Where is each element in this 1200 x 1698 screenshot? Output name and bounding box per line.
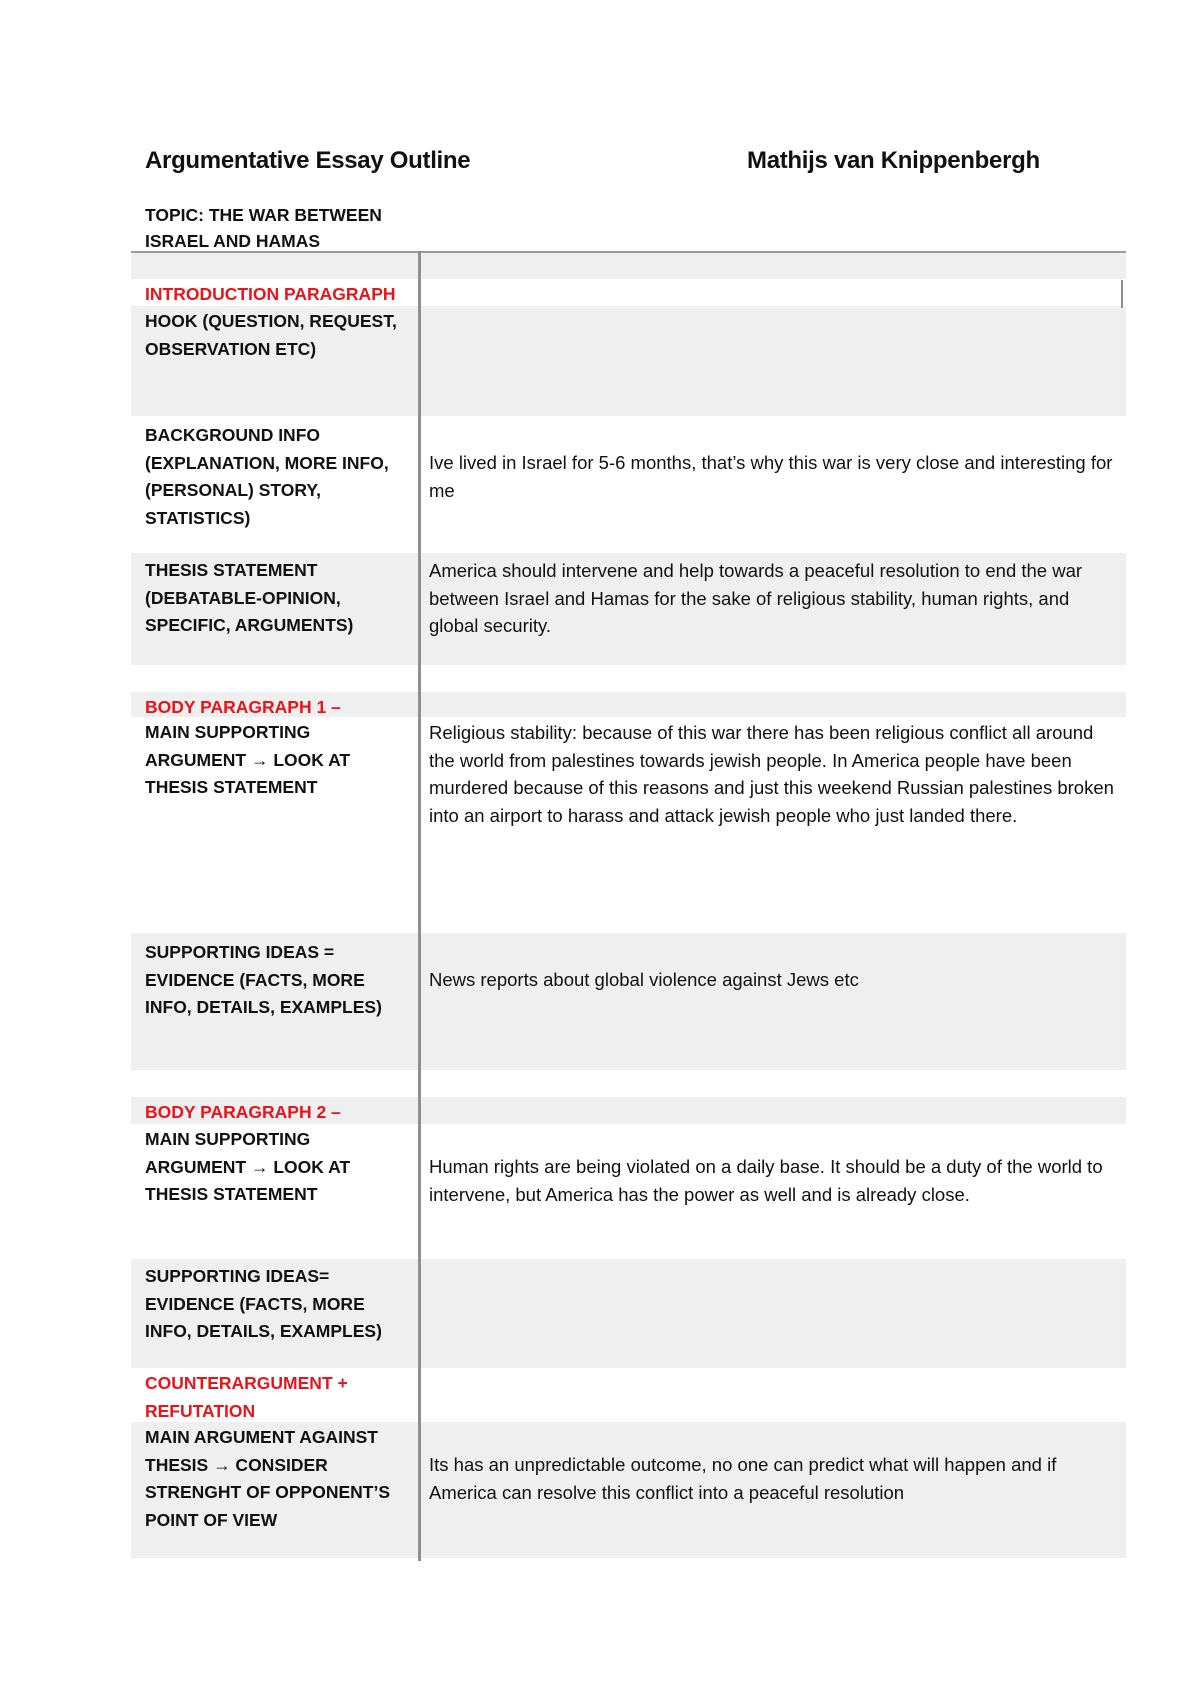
- column-divider: [418, 251, 421, 1561]
- response-cell-body1-support[interactable]: [421, 933, 1126, 1070]
- section-title-body2: BODY PARAGRAPH 2 –: [145, 1102, 341, 1122]
- outline-row-body2-main: [131, 1124, 1126, 1259]
- response-text-background: Ive lived in Israel for 5-6 months, that’s why this war is very close and interesting for me: [429, 452, 1113, 501]
- page-title: Argumentative Essay Outline: [145, 147, 471, 174]
- outline-row-background: [131, 416, 1126, 553]
- row-label-hook: HOOK (QUESTION, REQUEST, OBSERVATION ETC): [145, 311, 397, 359]
- outline-row-body2-support: [131, 1259, 1126, 1368]
- author-name: Mathijs van Knippenbergh: [747, 147, 1040, 174]
- spacer-row: [131, 1070, 1126, 1097]
- response-text-body1-main: Religious stability: because of this war there has been religious conflict all around the world from palestines towards jewish people. In America people have been murdered because of this reasons and just this weekend Russian palestines broken into an airport to harass and attack jewish people who just landed there.: [429, 722, 1114, 826]
- outline-row-counter-main: [131, 1422, 1126, 1558]
- spacer-row: [131, 665, 1126, 692]
- outline-table: [131, 253, 1126, 1558]
- response-cell-body1-main[interactable]: [421, 717, 1126, 933]
- row-label-background: BACKGROUND INFO (EXPLANATION, MORE INFO, (PERSONAL) STORY, STATISTICS): [145, 425, 389, 528]
- response-cell-body2-support[interactable]: [421, 1259, 1126, 1368]
- response-cell-background[interactable]: [421, 416, 1126, 553]
- topic-label: TOPIC: THE WAR BETWEEN ISRAEL AND HAMAS: [145, 205, 382, 251]
- section-heading-body1: [131, 692, 1126, 717]
- row-label-body1-main: MAIN SUPPORTING ARGUMENT → LOOK AT THESIS STATEMENT: [145, 722, 351, 797]
- outline-row-thesis: [131, 553, 1126, 665]
- outline-row-body1-main: [131, 717, 1126, 933]
- row-label-counter-main: MAIN ARGUMENT AGAINST THESIS → CONSIDER STRENGHT OF OPPONENT’S POINT OF VIEW: [145, 1427, 391, 1530]
- section-heading-body2: [131, 1097, 1126, 1124]
- section-heading-intro: [131, 279, 1126, 306]
- response-text-body2-main: Human rights are being violated on a daily base. It should be a duty of the world to intervene, but America has the power as well and is already close.: [429, 1156, 1103, 1205]
- response-cell-counter-main[interactable]: [421, 1422, 1126, 1558]
- row-label-thesis: THESIS STATEMENT (DEBATABLE-OPINION, SPECIFIC, ARGUMENTS): [145, 560, 354, 635]
- section-heading-counter: [131, 1368, 1126, 1422]
- row-label-body2-support: SUPPORTING IDEAS= EVIDENCE (FACTS, MORE INFO, DETAILS, EXAMPLES): [145, 1266, 382, 1341]
- response-text-body1-support: News reports about global violence against Jews etc: [429, 969, 859, 990]
- section-title-counter: COUNTERARGUMENT + REFUTATION: [145, 1373, 348, 1421]
- response-cell-hook[interactable]: [421, 306, 1126, 416]
- response-text-thesis: America should intervene and help towards a peaceful resolution to end the war between Israel and Hamas for the sake of religious stability, human rights, and global security.: [429, 560, 1083, 636]
- section-title-intro: INTRODUCTION PARAGRAPH: [145, 284, 396, 304]
- response-cell-thesis[interactable]: [421, 553, 1126, 665]
- spacer-row: [131, 253, 1126, 279]
- response-text-counter-main: Its has an unpredictable outcome, no one can predict what will happen and if America can resolve this conflict into a peaceful resolution: [429, 1454, 1057, 1503]
- row-label-body2-main: MAIN SUPPORTING ARGUMENT → LOOK AT THESIS STATEMENT: [145, 1129, 351, 1204]
- row-label-body1-support: SUPPORTING IDEAS = EVIDENCE (FACTS, MORE INFO, DETAILS, EXAMPLES): [145, 942, 382, 1017]
- response-cell-body2-main[interactable]: [421, 1124, 1126, 1259]
- section-title-body1: BODY PARAGRAPH 1 –: [145, 697, 341, 717]
- outline-row-hook: [131, 306, 1126, 416]
- outline-row-body1-support: [131, 933, 1126, 1070]
- table-edge-marker: [1121, 280, 1123, 308]
